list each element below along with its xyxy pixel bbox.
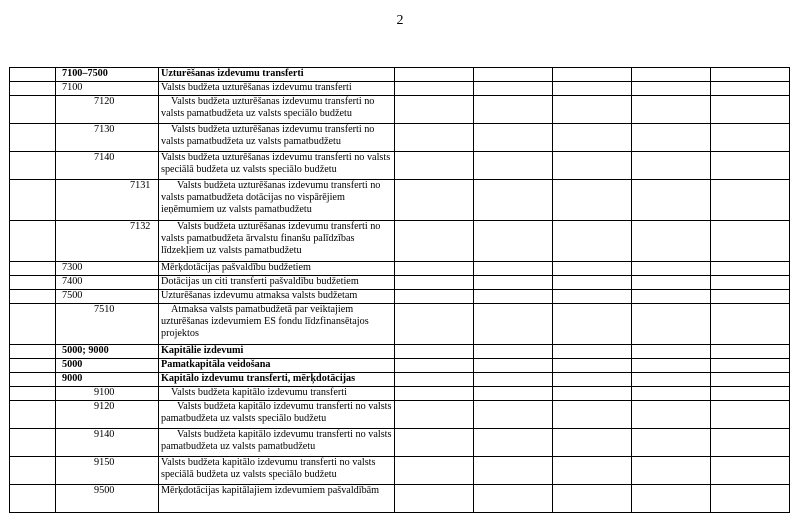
value-cell [553, 96, 632, 124]
description-cell [159, 485, 395, 513]
classification-code: 9140 [94, 429, 115, 440]
classification-code: 5000 [62, 359, 83, 370]
classification-code: 9500 [94, 485, 115, 496]
table-row [10, 82, 790, 96]
value-cell [711, 457, 790, 485]
value-cell [632, 68, 711, 82]
value-cell [395, 276, 474, 290]
table-row [10, 124, 790, 152]
value-cell [395, 373, 474, 387]
value-cell [632, 345, 711, 359]
value-cell [474, 82, 553, 96]
value-cell [632, 373, 711, 387]
classification-description: Valsts budžeta kapitālo izdevumu transferti [171, 387, 347, 398]
blank-cell [10, 124, 56, 152]
classification-code: 9100 [94, 387, 115, 398]
blank-cell [10, 345, 56, 359]
description-cell [159, 401, 395, 429]
value-cell [553, 457, 632, 485]
code-cell [56, 373, 159, 387]
value-cell [474, 180, 553, 221]
value-cell [553, 276, 632, 290]
blank-cell [10, 485, 56, 513]
value-cell [474, 96, 553, 124]
classification-description: Uzturēšanas izdevumu transferti [161, 68, 304, 79]
description-cell [159, 345, 395, 359]
table-row [10, 373, 790, 387]
value-cell [632, 401, 711, 429]
blank-cell [10, 276, 56, 290]
value-cell [474, 485, 553, 513]
classification-code: 7120 [94, 96, 115, 107]
code-cell [56, 124, 159, 152]
classification-description: Valsts budžeta uzturēšanas izdevumu transferti no valsts pamatbudžeta ārvalstu finanšu palīdzības līdzekļiem uz valsts pamatbudžetu [161, 221, 381, 257]
code-cell [56, 345, 159, 359]
code-cell [56, 359, 159, 373]
description-cell [159, 304, 395, 345]
description-cell [159, 457, 395, 485]
classification-code: 7130 [94, 124, 115, 135]
blank-cell [10, 82, 56, 96]
blank-cell [10, 373, 56, 387]
value-cell [632, 180, 711, 221]
code-cell [56, 429, 159, 457]
value-cell [553, 401, 632, 429]
value-cell [553, 221, 632, 262]
value-cell [711, 290, 790, 304]
value-cell [474, 359, 553, 373]
value-cell [553, 345, 632, 359]
value-cell [474, 373, 553, 387]
value-cell [553, 429, 632, 457]
value-cell [711, 359, 790, 373]
classification-description: Valsts budžeta uzturēšanas izdevumu transferti [161, 82, 352, 93]
blank-cell [10, 290, 56, 304]
value-cell [474, 262, 553, 276]
description-cell [159, 68, 395, 82]
value-cell [711, 82, 790, 96]
value-cell [632, 359, 711, 373]
classification-description: Valsts budžeta uzturēšanas izdevumu transferti no valsts pamatbudžeta dotācijas no vispārējiem ieņēmumiem uz valsts pamatbudžetu [161, 180, 381, 216]
table-row [10, 485, 790, 513]
description-cell [159, 429, 395, 457]
classification-code: 7100 [62, 82, 83, 93]
value-cell [395, 290, 474, 304]
value-cell [395, 152, 474, 180]
value-cell [711, 180, 790, 221]
table-row [10, 276, 790, 290]
value-cell [632, 485, 711, 513]
value-cell [632, 276, 711, 290]
table-row [10, 359, 790, 373]
blank-cell [10, 96, 56, 124]
value-cell [395, 457, 474, 485]
value-cell [395, 345, 474, 359]
table-row [10, 96, 790, 124]
blank-cell [10, 68, 56, 82]
value-cell [711, 152, 790, 180]
classification-description: Valsts budžeta uzturēšanas izdevumu transferti no valsts pamatbudžeta uz valsts pamatbudžetu [161, 124, 375, 148]
value-cell [711, 485, 790, 513]
classification-code: 7500 [62, 290, 83, 301]
value-cell [553, 373, 632, 387]
blank-cell [10, 457, 56, 485]
value-cell [632, 96, 711, 124]
description-cell [159, 387, 395, 401]
value-cell [474, 387, 553, 401]
description-cell [159, 82, 395, 96]
value-cell [395, 401, 474, 429]
classification-description: Valsts budžeta uzturēšanas izdevumu transferti no valsts speciālā budžeta uz valsts speciālo budžetu [161, 152, 391, 176]
value-cell [632, 304, 711, 345]
code-cell [56, 401, 159, 429]
code-cell [56, 457, 159, 485]
classification-description: Mērķdotācijas pašvaldību budžetiem [161, 262, 311, 273]
value-cell [632, 221, 711, 262]
classification-description: Uzturēšanas izdevumu atmaksa valsts budžetam [161, 290, 358, 301]
classification-code: 7510 [94, 304, 115, 315]
code-cell [56, 290, 159, 304]
value-cell [553, 68, 632, 82]
value-cell [632, 262, 711, 276]
value-cell [711, 345, 790, 359]
blank-cell [10, 304, 56, 345]
value-cell [553, 180, 632, 221]
value-cell [711, 68, 790, 82]
description-cell [159, 180, 395, 221]
classification-code: 9000 [62, 373, 83, 384]
value-cell [711, 262, 790, 276]
classification-code: 7140 [94, 152, 115, 163]
value-cell [395, 180, 474, 221]
value-cell [553, 262, 632, 276]
blank-cell [10, 262, 56, 276]
value-cell [474, 345, 553, 359]
table-row [10, 387, 790, 401]
description-cell [159, 373, 395, 387]
value-cell [632, 82, 711, 96]
table-row [10, 401, 790, 429]
value-cell [711, 276, 790, 290]
table-row [10, 68, 790, 82]
value-cell [711, 373, 790, 387]
table-row [10, 290, 790, 304]
value-cell [474, 221, 553, 262]
blank-cell [10, 221, 56, 262]
value-cell [395, 221, 474, 262]
value-cell [553, 124, 632, 152]
classification-code: 9150 [94, 457, 115, 468]
table-body [10, 68, 790, 513]
value-cell [711, 429, 790, 457]
value-cell [395, 429, 474, 457]
value-cell [474, 429, 553, 457]
classification-code: 7131 [130, 180, 151, 191]
classification-code: 7400 [62, 276, 83, 287]
description-cell [159, 124, 395, 152]
code-cell [56, 262, 159, 276]
description-cell [159, 96, 395, 124]
description-cell [159, 290, 395, 304]
value-cell [711, 96, 790, 124]
description-cell [159, 276, 395, 290]
table-row [10, 457, 790, 485]
description-cell [159, 221, 395, 262]
code-cell [56, 304, 159, 345]
classification-description: Kapitālie izdevumi [161, 345, 244, 356]
code-cell [56, 485, 159, 513]
value-cell [553, 485, 632, 513]
value-cell [395, 262, 474, 276]
value-cell [632, 124, 711, 152]
value-cell [711, 221, 790, 262]
value-cell [395, 359, 474, 373]
value-cell [553, 82, 632, 96]
value-cell [711, 387, 790, 401]
value-cell [474, 152, 553, 180]
code-cell [56, 68, 159, 82]
classification-description: Kapitālo izdevumu transferti, mērķdotācijas [161, 373, 356, 384]
blank-cell [10, 359, 56, 373]
classification-description: Dotācijas un citi transferti pašvaldību budžetiem [161, 276, 359, 287]
table-row [10, 304, 790, 345]
code-cell [56, 152, 159, 180]
classification-code: 5000; 9000 [62, 345, 109, 356]
value-cell [553, 290, 632, 304]
value-cell [474, 124, 553, 152]
value-cell [395, 387, 474, 401]
value-cell [474, 290, 553, 304]
value-cell [632, 429, 711, 457]
value-cell [474, 304, 553, 345]
classification-code: 7132 [130, 221, 151, 232]
value-cell [474, 457, 553, 485]
value-cell [395, 124, 474, 152]
classification-description: Pamatkapitāla veidošana [161, 359, 271, 370]
description-cell [159, 152, 395, 180]
value-cell [711, 124, 790, 152]
value-cell [395, 96, 474, 124]
classification-description: Valsts budžeta kapitālo izdevumu transferti no valsts pamatbudžeta uz valsts speciālo budžetu [161, 401, 392, 425]
value-cell [553, 359, 632, 373]
blank-cell [10, 152, 56, 180]
value-cell [553, 304, 632, 345]
value-cell [711, 401, 790, 429]
value-cell [474, 276, 553, 290]
value-cell [632, 387, 711, 401]
table-row [10, 262, 790, 276]
value-cell [395, 68, 474, 82]
value-cell [632, 457, 711, 485]
value-cell [632, 152, 711, 180]
classification-description: Atmaksa valsts pamatbudžetā par veiktajiem uzturēšanas izdevumiem ES fondu līdzfinansētajos projektos [161, 304, 369, 340]
code-cell [56, 82, 159, 96]
classification-code: 7300 [62, 262, 83, 273]
classification-description: Valsts budžeta uzturēšanas izdevumu transferti no valsts pamatbudžeta uz valsts speciālo budžetu [161, 96, 375, 120]
classification-code: 7100–7500 [62, 68, 108, 79]
code-cell [56, 221, 159, 262]
code-cell [56, 180, 159, 221]
value-cell [632, 290, 711, 304]
blank-cell [10, 401, 56, 429]
classification-description: Valsts budžeta kapitālo izdevumu transferti no valsts pamatbudžeta uz valsts pamatbudžetu [161, 429, 392, 453]
value-cell [474, 401, 553, 429]
value-cell [553, 152, 632, 180]
code-cell [56, 96, 159, 124]
classification-description: Mērķdotācijas kapitālajiem izdevumiem pašvaldībām [161, 485, 380, 496]
value-cell [395, 304, 474, 345]
page-number: 2 [396, 13, 404, 28]
table-row [10, 221, 790, 262]
value-cell [395, 82, 474, 96]
code-cell [56, 387, 159, 401]
code-cell [56, 276, 159, 290]
table-row [10, 180, 790, 221]
description-cell [159, 359, 395, 373]
value-cell [553, 387, 632, 401]
classification-description: Valsts budžeta kapitālo izdevumu transferti no valsts speciālā budžeta uz valsts speciālo budžetu [161, 457, 376, 481]
blank-cell [10, 387, 56, 401]
blank-cell [10, 180, 56, 221]
description-cell [159, 262, 395, 276]
table-row [10, 152, 790, 180]
classification-code: 9120 [94, 401, 115, 412]
value-cell [711, 304, 790, 345]
budget-classification-table [9, 67, 790, 513]
blank-cell [10, 429, 56, 457]
table-row [10, 429, 790, 457]
table-row [10, 345, 790, 359]
value-cell [395, 485, 474, 513]
value-cell [474, 68, 553, 82]
